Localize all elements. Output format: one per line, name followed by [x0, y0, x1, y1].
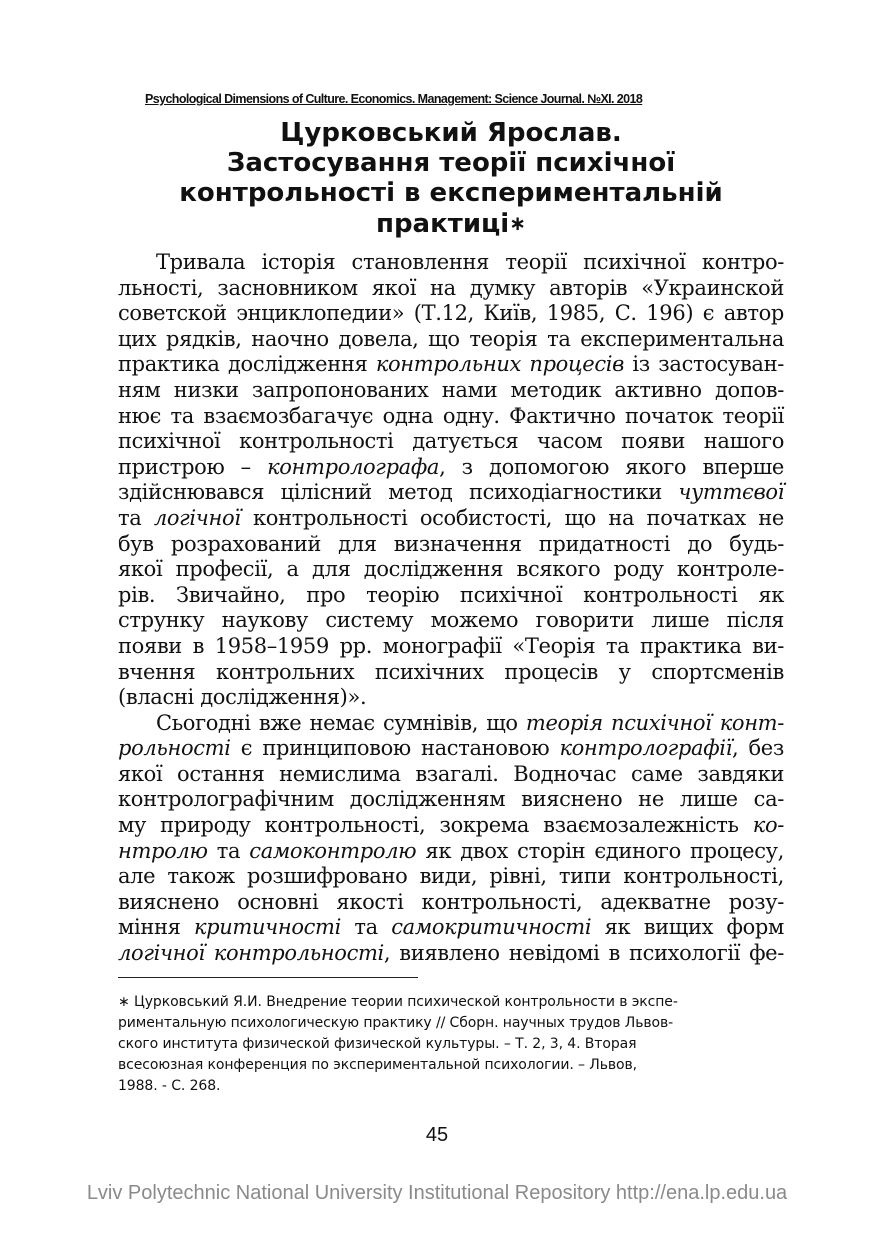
title-line-4 [118, 208, 784, 239]
footnote-line: ∗ Цурковський Я.И. Внедрение теории психической контрольности в экспе- [118, 994, 678, 1010]
text-line: вчення контрольних психічних процесів у спортсменів [118, 659, 784, 684]
italic-term: самоконтролю [249, 838, 417, 863]
footnote-line: 1988. - С. 268. [118, 1078, 221, 1094]
title-line-2: Застосування теорії психічної [226, 148, 676, 178]
footnote-line: ского института физической физической культуры. – Т. 2, 3, 4. Вторая [118, 1036, 637, 1052]
text-segment: , без [732, 736, 784, 761]
text-segment: здійснювався цілісний метод психодіагностики [118, 480, 679, 505]
italic-term: ко- [752, 813, 784, 838]
text-line [118, 506, 784, 532]
text-segment: та [340, 915, 392, 940]
footnote-line: всесоюзная конференция по экспериментальной психологии. – Львов, [118, 1057, 637, 1073]
text-line [118, 941, 784, 967]
italic-term: контрольних процесів [375, 352, 624, 377]
italic-term: контролографії [559, 736, 733, 761]
text-segment: та [207, 838, 250, 863]
text-line: контролографічним дослідженням вияснено не лише са- [118, 787, 784, 812]
italic-term: логічної контрольності [118, 941, 384, 966]
running-head: Psychological Dimensions of Culture. Economics. Management: Science Journal. №XI. 2018 [145, 92, 643, 106]
text-line [118, 736, 784, 762]
text-line [118, 813, 784, 839]
italic-term: теорія психічної конт- [525, 710, 784, 735]
italic-term: критичності [193, 915, 341, 940]
text-segment: му природу контрольності, зокрема взаємозалежність [118, 813, 753, 838]
title-line-1: Цурковський Ярослав. [280, 118, 622, 148]
italic-term: контролографа [267, 454, 440, 479]
text-line [118, 839, 784, 865]
text-line [118, 711, 784, 737]
text-line: струнку наукову систему можемо говорити лише після [118, 608, 784, 633]
italic-term: чуттєвої [678, 480, 784, 505]
text-line: якої остання немислима взагалі. Водночас саме завдяки [118, 761, 784, 786]
body-text [118, 250, 784, 967]
text-segment: Сьогодні вже немає сумнівів, що [156, 710, 526, 735]
paragraph-2 [118, 711, 784, 967]
italic-term: нтролю [118, 838, 208, 863]
text-line: був розрахований для визначення придатності до будь- [118, 531, 784, 556]
text-segment: як вищих форм [591, 915, 784, 940]
text-line: якої професії, а для дослідження всякого роду контроле- [118, 557, 784, 582]
text-segment: , виявлено невідомі в психології фе- [383, 941, 784, 966]
text-segment: практика дослідження [118, 352, 376, 377]
text-segment: із застосуван- [624, 352, 784, 377]
text-segment: є принциповою настановою [230, 736, 560, 761]
text-line: ням низки запропонованих нами методик активно допов- [118, 377, 784, 402]
title-line-4-text: практиці [375, 209, 510, 239]
title-line-3: контрольності в експериментальній [179, 178, 723, 208]
text-line: появи в 1958–1959 рр. монографії «Теорія та практика ви- [118, 633, 784, 658]
footnote-line: риментальную психологическую практику // Сборн. научных трудов Львов- [118, 1015, 674, 1031]
italic-term: логічної [153, 505, 241, 530]
text-line: Тривала історія становлення теорії психічної контро- [156, 250, 784, 274]
footnote [118, 992, 784, 1097]
text-line: психічної контрольності датується часом появи нашого [118, 429, 784, 454]
page-number: 45 [425, 1124, 449, 1146]
text-line [118, 480, 784, 506]
footnote-divider [118, 977, 418, 978]
text-segment: як двох сторін єдиного процесу, [416, 838, 785, 863]
text-line [118, 915, 784, 941]
text-line: нює та взаємозбагачує одна одну. Фактично початок теорії [118, 403, 784, 428]
text-line [118, 352, 784, 378]
text-segment: контрольності особистості, що на початках не [240, 505, 785, 530]
text-line: льності, засновником якої на думку авторів «Украинской [118, 275, 784, 300]
article-title [118, 118, 784, 239]
text-segment: міння [118, 915, 194, 940]
text-line: рів. Звичайно, про теорію психічної контрольності як [118, 582, 784, 607]
italic-term: рольності [118, 736, 231, 761]
paragraph-1 [118, 250, 784, 711]
text-line: цих рядків, наочно довела, що теорія та експериментальна [118, 326, 784, 351]
text-line: вияснено основні якості контрольності, адекватне розу- [118, 889, 784, 914]
text-line: советской энциклопедии» (Т.12, Київ, 1985, С. 196) є автор [118, 301, 784, 326]
text-segment: , з допомогою якого вперше [439, 454, 785, 479]
text-line: але також розшифровано види, рівні, типи контрольності, [118, 864, 784, 889]
text-line [118, 455, 784, 481]
footnote-mark: ∗ [509, 211, 526, 235]
repository-footer: Lviv Polytechnic National University Institutional Repository http://ena.lp.edu.ua [86, 1182, 788, 1204]
text-segment: та [118, 505, 154, 530]
italic-term: самокритичності [391, 915, 592, 940]
text-line: (власні дослідження)». [118, 685, 367, 710]
text-segment: пристрою – [118, 454, 268, 479]
